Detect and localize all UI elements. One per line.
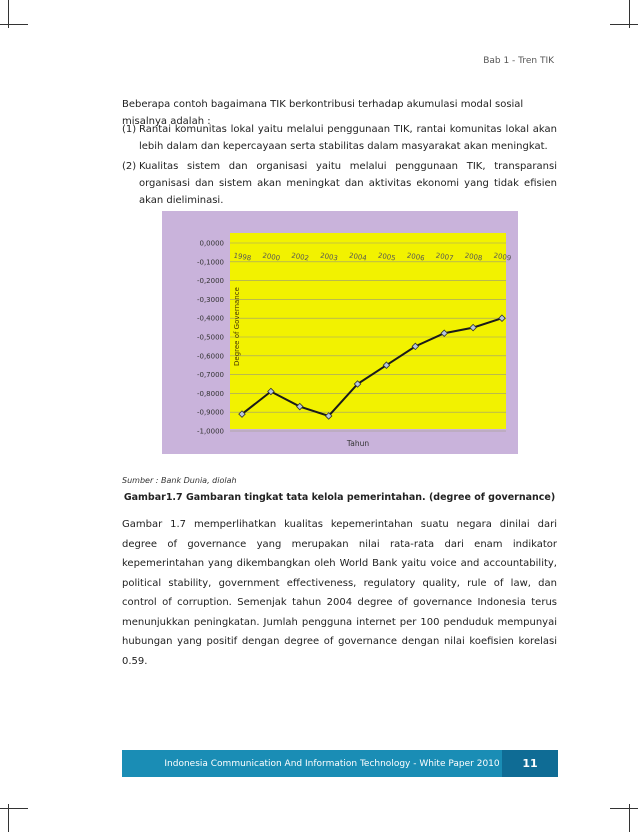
crop-mark-bl-h xyxy=(0,808,28,809)
chart-svg xyxy=(162,211,518,454)
x-tick-label: 2006 xyxy=(406,251,426,263)
crop-mark-br-h xyxy=(610,808,638,809)
main-paragraph: Gambar 1.7 memperlihatkan kualitas kepemerintahan suatu negara dinilai dari degree of governance yang merupakan nilai rata-rata dari enam indikator kepemerintahan yang dikembangkan oleh World Bank yaitu voice and accountability, political stability, government effectiveness, regulatory quality, rule of law, dan control of corruption. Semenjak tahun 2004 degree of governance Indonesia terus menunjukkan peningkatan. Jumlah pengguna internet per 100 penduduk mempunyai hubungan yang positif dengan degree of governance dengan nilai koefisien korelasi 0.59. xyxy=(122,519,557,667)
list-item xyxy=(122,121,557,155)
x-tick-label: 2007 xyxy=(435,251,455,263)
footer-title: Indonesia Communication And Information Technology - White Paper 2010 xyxy=(164,758,500,769)
y-tick-label: -0,5000 xyxy=(196,333,224,342)
y-tick-label: -0,2000 xyxy=(196,277,224,286)
page-number: 11 xyxy=(502,750,558,777)
y-tick-label: -0,7000 xyxy=(196,371,224,380)
y-tick-label: -0,8000 xyxy=(196,389,224,398)
y-tick-label: -0,4000 xyxy=(196,314,224,323)
x-tick-label: 2005 xyxy=(377,251,397,263)
list-text: Kualitas sistem dan organisasi yaitu melalui penggunaan TIK, transparansi organisasi dan sistem akan meningkat dan aktivitas ekonomi yang tidak efisien akan dieliminasi. xyxy=(139,161,557,206)
intro-paragraph: Beberapa contoh bagaimana TIK berkontribusi terhadap akumulasi modal sosial misalnya adalah : xyxy=(122,99,524,127)
x-tick-label: 2000 xyxy=(261,251,281,263)
y-tick-label: 0,0000 xyxy=(199,239,224,248)
crop-mark-tr-h xyxy=(610,24,638,25)
chapter-header: Bab 1 - Tren TIK xyxy=(483,56,554,66)
x-tick-label: 2002 xyxy=(290,251,310,263)
crop-mark-tl-h xyxy=(0,24,28,25)
y-tick-label: -0,6000 xyxy=(196,352,224,361)
list-number: (2) xyxy=(122,161,137,172)
footer-bar xyxy=(122,750,558,777)
x-tick-label: 2009 xyxy=(492,251,512,263)
governance-chart xyxy=(162,211,518,454)
y-tick-label: -0,1000 xyxy=(196,258,224,267)
source-note: Sumber : Bank Dunia, diolah xyxy=(122,476,237,485)
plot-area xyxy=(230,233,506,429)
x-tick-label: 2003 xyxy=(319,251,339,263)
list-text: Rantai komunitas lokal yaitu melalui penggunaan TIK, rantai komunitas lokal akan lebih dalam dan kepercayaan serta stabilitas dalam masyarakat akan meningkat. xyxy=(139,124,557,152)
y-tick-label: -1,0000 xyxy=(196,427,224,436)
x-tick-label: 2004 xyxy=(348,251,368,263)
y-tick-label: -0,3000 xyxy=(196,295,224,304)
x-axis-label: Tahun xyxy=(346,439,370,448)
x-tick-label: 2008 xyxy=(463,251,483,263)
list-item xyxy=(122,158,557,209)
y-tick-labels xyxy=(197,240,224,436)
x-tick-label: 1998 xyxy=(232,251,252,263)
list-number: (1) xyxy=(122,124,137,135)
y-tick-label: -0,9000 xyxy=(196,408,224,417)
y-axis-label: Degree of Governance xyxy=(233,287,241,366)
figure-caption: Gambar1.7 Gambaran tingkat tata kelola pemerintahan. (degree of governance) xyxy=(123,492,556,503)
